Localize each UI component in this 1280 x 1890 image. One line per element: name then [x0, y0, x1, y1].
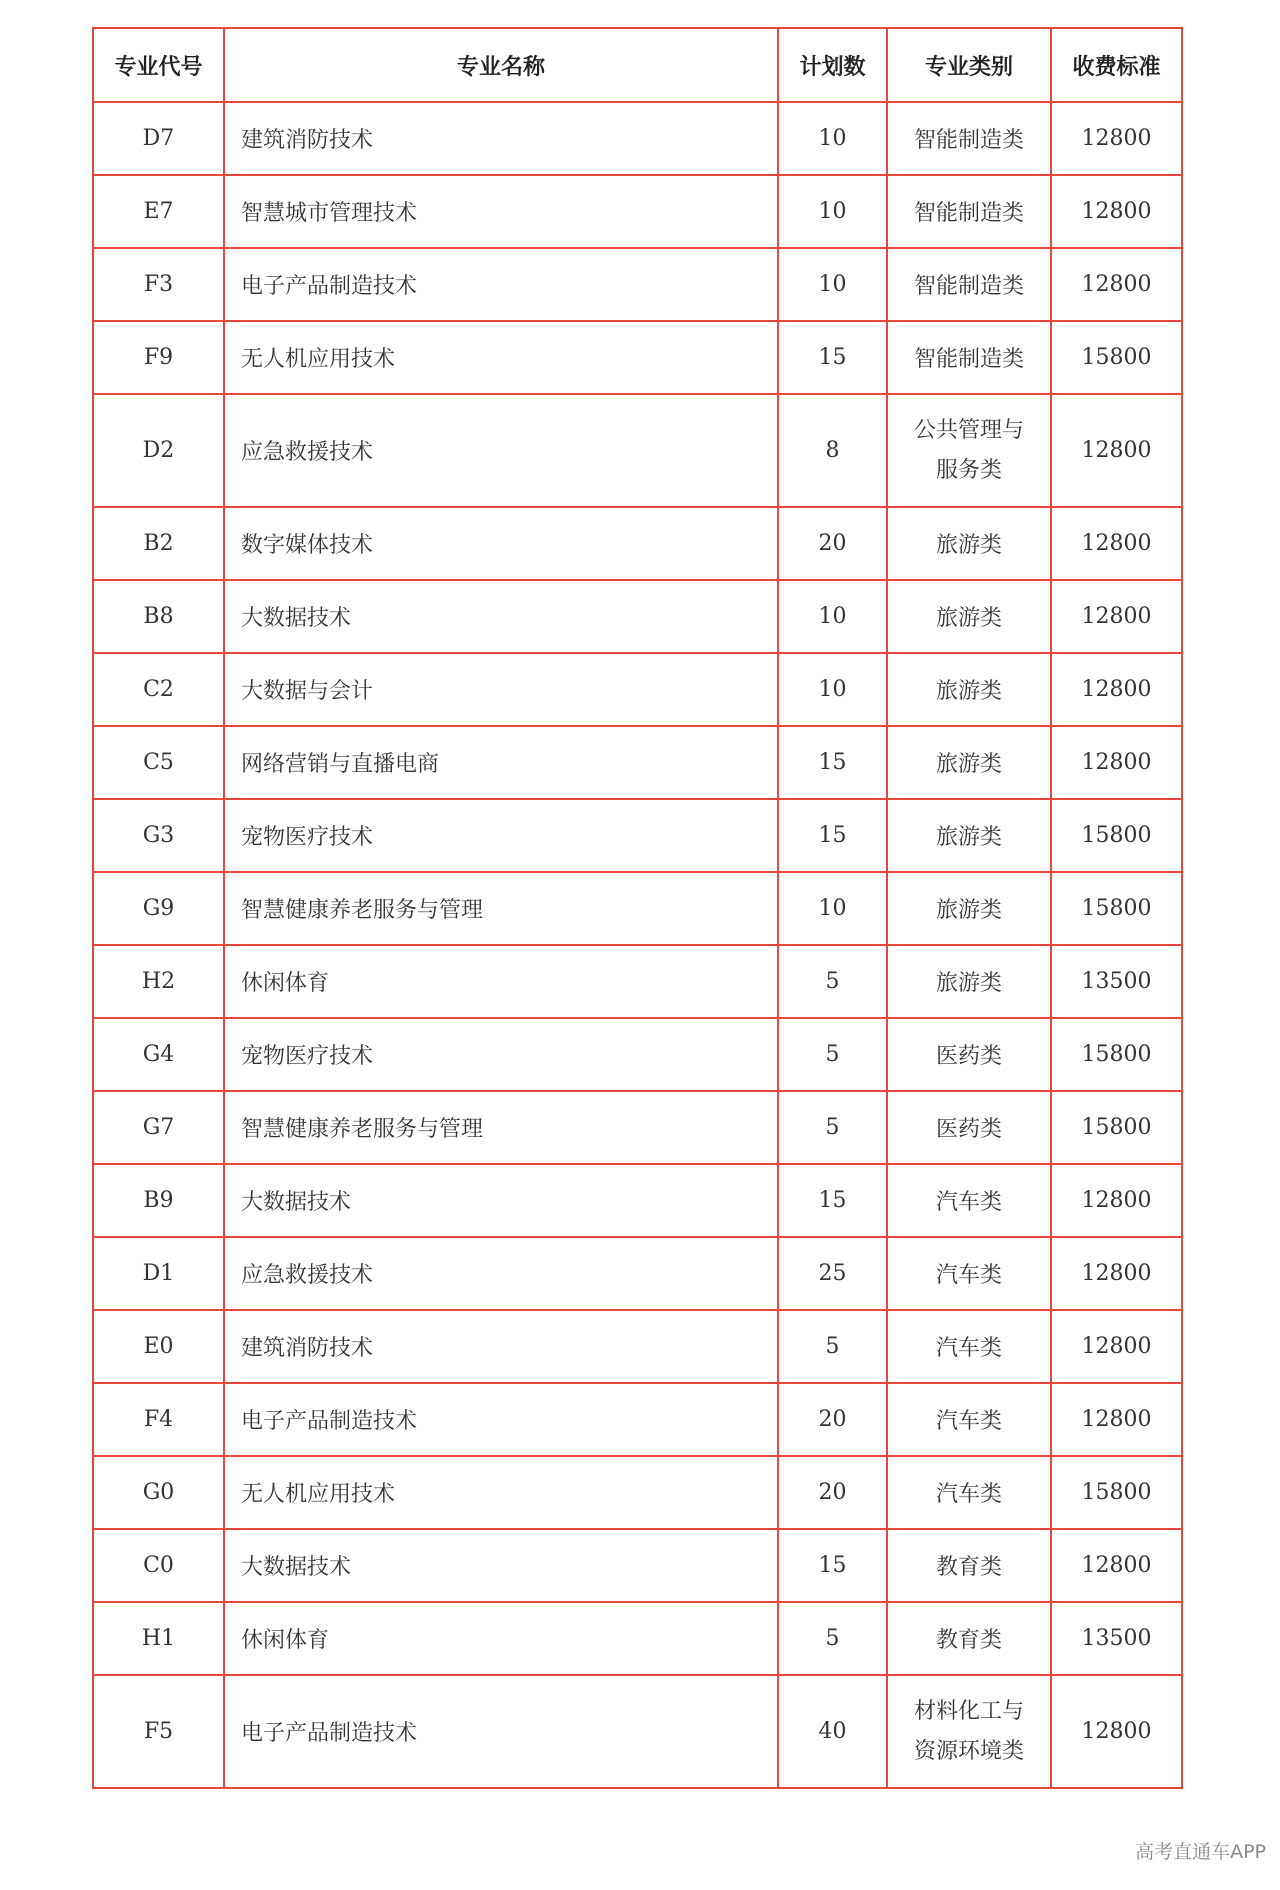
cell-plan: 5: [778, 1018, 887, 1091]
header-name: 专业名称: [224, 28, 778, 102]
cell-plan: 15: [778, 1529, 887, 1602]
cell-code: C5: [93, 726, 224, 799]
table-row: [93, 1383, 1182, 1456]
table-row: [93, 726, 1182, 799]
cell-code: G4: [93, 1018, 224, 1091]
cell-name: 建筑消防技术: [224, 1310, 778, 1383]
cell-plan: 15: [778, 321, 887, 394]
table-row: [93, 580, 1182, 653]
table-row: [93, 1456, 1182, 1529]
table-header-row: [93, 28, 1182, 102]
table-row: [93, 248, 1182, 321]
table-row: [93, 872, 1182, 945]
cell-code: C2: [93, 653, 224, 726]
cell-plan: 10: [778, 102, 887, 175]
cell-fee: 15800: [1051, 1091, 1182, 1164]
cell-plan: 10: [778, 653, 887, 726]
header-fee: 收费标准: [1051, 28, 1182, 102]
table-row: [93, 945, 1182, 1018]
cell-name: 应急救援技术: [224, 394, 778, 507]
cell-name: 智慧城市管理技术: [224, 175, 778, 248]
cell-category: 汽车类: [887, 1164, 1051, 1237]
cell-category: 旅游类: [887, 580, 1051, 653]
cell-category: [887, 1675, 1051, 1788]
cell-name: 应急救援技术: [224, 1237, 778, 1310]
cell-category: 教育类: [887, 1529, 1051, 1602]
cell-code: E0: [93, 1310, 224, 1383]
watermark: 高考直通车APP: [1135, 1841, 1266, 1863]
cell-category-line1: 材料化工与: [913, 1698, 1024, 1724]
cell-category: 医药类: [887, 1018, 1051, 1091]
cell-code: B2: [93, 507, 224, 580]
table-row: [93, 1529, 1182, 1602]
cell-plan: 25: [778, 1237, 887, 1310]
cell-plan: 20: [778, 1383, 887, 1456]
cell-fee: 12800: [1051, 507, 1182, 580]
cell-name: 数字媒体技术: [224, 507, 778, 580]
cell-code: F3: [93, 248, 224, 321]
cell-code: C0: [93, 1529, 224, 1602]
cell-category: 旅游类: [887, 726, 1051, 799]
cell-name: 宠物医疗技术: [224, 799, 778, 872]
table-row: [93, 1091, 1182, 1164]
cell-code: H2: [93, 945, 224, 1018]
cell-name: 智慧健康养老服务与管理: [224, 872, 778, 945]
header-code: 专业代号: [93, 28, 224, 102]
cell-fee: 12800: [1051, 102, 1182, 175]
cell-code: G3: [93, 799, 224, 872]
cell-category: 智能制造类: [887, 102, 1051, 175]
cell-code: H1: [93, 1602, 224, 1675]
cell-plan: 5: [778, 1602, 887, 1675]
cell-category: 旅游类: [887, 799, 1051, 872]
cell-fee: 15800: [1051, 1018, 1182, 1091]
table-row: [93, 321, 1182, 394]
cell-fee: 12800: [1051, 175, 1182, 248]
cell-code: G9: [93, 872, 224, 945]
cell-plan: 15: [778, 1164, 887, 1237]
table-row: [93, 1602, 1182, 1675]
cell-fee: 12800: [1051, 248, 1182, 321]
cell-fee: 15800: [1051, 872, 1182, 945]
cell-category: [887, 394, 1051, 507]
cell-name: 电子产品制造技术: [224, 248, 778, 321]
header-category: 专业类别: [887, 28, 1051, 102]
cell-category: 智能制造类: [887, 175, 1051, 248]
cell-fee: 12800: [1051, 1383, 1182, 1456]
cell-category-line2: 服务类: [935, 457, 1002, 483]
cell-plan: 15: [778, 726, 887, 799]
cell-fee: 12800: [1051, 1529, 1182, 1602]
cell-category: 旅游类: [887, 945, 1051, 1018]
cell-category: 旅游类: [887, 507, 1051, 580]
cell-plan: 15: [778, 799, 887, 872]
cell-category: 旅游类: [887, 872, 1051, 945]
cell-plan: 10: [778, 872, 887, 945]
table-row: [93, 1675, 1182, 1788]
cell-category-line2: 资源环境类: [913, 1738, 1024, 1764]
cell-code: B9: [93, 1164, 224, 1237]
cell-code: E7: [93, 175, 224, 248]
cell-fee: 15800: [1051, 321, 1182, 394]
cell-name: 大数据技术: [224, 580, 778, 653]
table-row: [93, 102, 1182, 175]
table-row: [93, 394, 1182, 507]
cell-category: 汽车类: [887, 1456, 1051, 1529]
cell-name: 宠物医疗技术: [224, 1018, 778, 1091]
cell-plan: 10: [778, 580, 887, 653]
cell-name: 休闲体育: [224, 945, 778, 1018]
cell-code: F4: [93, 1383, 224, 1456]
cell-fee: 12800: [1051, 1675, 1182, 1788]
cell-code: F5: [93, 1675, 224, 1788]
cell-fee: 12800: [1051, 394, 1182, 507]
cell-code: G7: [93, 1091, 224, 1164]
cell-fee: 12800: [1051, 653, 1182, 726]
cell-fee: 15800: [1051, 1456, 1182, 1529]
table-row: [93, 799, 1182, 872]
cell-fee: 12800: [1051, 1310, 1182, 1383]
header-plan: 计划数: [778, 28, 887, 102]
cell-fee: 12800: [1051, 580, 1182, 653]
cell-name: 大数据技术: [224, 1529, 778, 1602]
admission-plan-table-container: [92, 27, 1181, 1789]
cell-category: 智能制造类: [887, 248, 1051, 321]
cell-name: 大数据技术: [224, 1164, 778, 1237]
table-row: [93, 1237, 1182, 1310]
cell-code: F9: [93, 321, 224, 394]
cell-plan: 8: [778, 394, 887, 507]
cell-plan: 5: [778, 1091, 887, 1164]
cell-plan: 20: [778, 507, 887, 580]
cell-name: 电子产品制造技术: [224, 1383, 778, 1456]
cell-name: 大数据与会计: [224, 653, 778, 726]
cell-category: 旅游类: [887, 653, 1051, 726]
cell-code: B8: [93, 580, 224, 653]
cell-code: D1: [93, 1237, 224, 1310]
table-row: [93, 653, 1182, 726]
cell-code: D2: [93, 394, 224, 507]
cell-category-line1: 公共管理与: [913, 417, 1024, 443]
cell-category: 智能制造类: [887, 321, 1051, 394]
cell-name: 网络营销与直播电商: [224, 726, 778, 799]
cell-name: 无人机应用技术: [224, 321, 778, 394]
cell-name: 智慧健康养老服务与管理: [224, 1091, 778, 1164]
cell-code: G0: [93, 1456, 224, 1529]
table-row: [93, 175, 1182, 248]
cell-fee: 13500: [1051, 945, 1182, 1018]
cell-fee: 15800: [1051, 799, 1182, 872]
cell-name: 休闲体育: [224, 1602, 778, 1675]
table-row: [93, 1310, 1182, 1383]
cell-fee: 12800: [1051, 1164, 1182, 1237]
cell-fee: 12800: [1051, 726, 1182, 799]
table-row: [93, 1018, 1182, 1091]
cell-category: 汽车类: [887, 1310, 1051, 1383]
admission-plan-table: [92, 27, 1183, 1789]
cell-name: 电子产品制造技术: [224, 1675, 778, 1788]
table-row: [93, 507, 1182, 580]
cell-plan: 5: [778, 1310, 887, 1383]
cell-fee: 12800: [1051, 1237, 1182, 1310]
table-row: [93, 1164, 1182, 1237]
cell-name: 建筑消防技术: [224, 102, 778, 175]
cell-category: 医药类: [887, 1091, 1051, 1164]
cell-fee: 13500: [1051, 1602, 1182, 1675]
cell-category: 汽车类: [887, 1383, 1051, 1456]
cell-plan: 20: [778, 1456, 887, 1529]
cell-name: 无人机应用技术: [224, 1456, 778, 1529]
cell-plan: 10: [778, 248, 887, 321]
cell-code: D7: [93, 102, 224, 175]
cell-plan: 40: [778, 1675, 887, 1788]
cell-plan: 5: [778, 945, 887, 1018]
cell-category: 汽车类: [887, 1237, 1051, 1310]
cell-plan: 10: [778, 175, 887, 248]
cell-category: 教育类: [887, 1602, 1051, 1675]
